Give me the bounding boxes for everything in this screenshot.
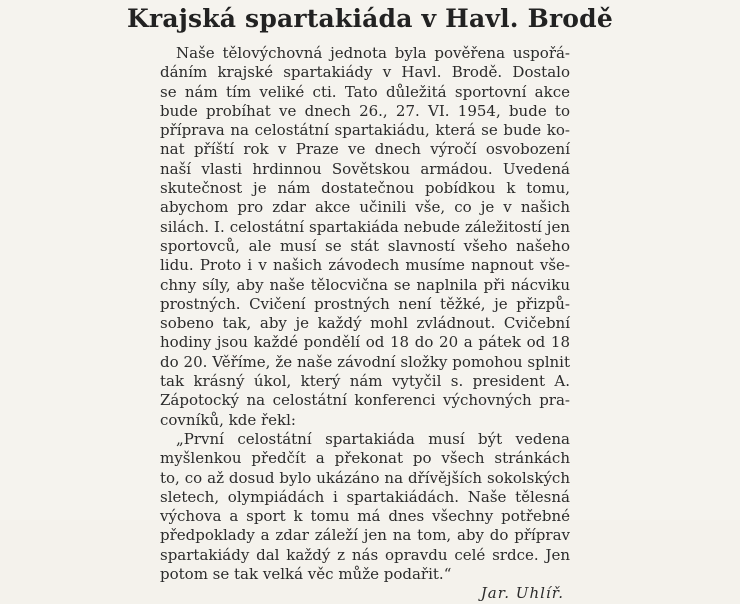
article-line: do 20. Věříme, že naše závodní složky pomohou splnit [160,352,570,371]
article-line: abychom pro zdar akce učinili vše, co je v našich [160,198,570,217]
article-line: hodiny jsou každé pondělí od 18 do 20 a pátek od 18 [160,333,570,352]
article-line: sportovců, ale musí se stát slavností všeho našeho [160,236,570,255]
article-line: skutečnost je nám dostatečnou pobídkou k tomu, [160,179,570,198]
article-line: Zápotocký na celostátní konferenci výchovných pra- [160,391,570,410]
article-line: nat příští rok v Praze ve dnech výročí osvobození [160,140,570,159]
article-title: Krajská spartakiáda v Havl. Brodě [127,4,613,33]
quote-line: myšlenkou předčít a překonat po všech stránkách [160,449,570,468]
quote-line: „První celostátní spartakiáda musí být vedena [176,429,570,448]
article-line: příprava na celostátní spartakiádu, která se bude ko- [160,121,570,140]
quote-line: potom se tak velká věc může podařit.“ [160,565,452,584]
article-line: covníků, kde řekl: [160,410,296,429]
article-line: naší vlasti hrdinnou Sovětskou armádou. Uvedená [160,159,570,178]
article-line: prostných. Cvičení prostných není těžké, je přizpů- [160,294,570,313]
article-line: lidu. Proto i v našich závodech musíme napnout vše- [160,256,570,275]
article-line: tak krásný úkol, který nám vytyčil s. president A. [160,372,570,391]
author-signature: Jar. Uhlíř. [480,584,564,603]
article-line: bude probíhat ve dnech 26., 27. VI. 1954, bude to [160,101,570,120]
article-line: Naše tělovýchovná jednota byla pověřena uspořá- [176,44,570,62]
quote-line: to, co až dosud bylo ukázáno na dřívějších sokolských [160,468,570,487]
quote-line: výchova a sport k tomu má dnes všechny potřebné [160,507,570,526]
article-line: chny síly, aby naše tělocvična se naplnila při nácviku [160,275,570,294]
quote-line: sletech, olympiádách i spartakiádách. Naše tělesná [160,487,570,506]
article-line: dáním krajské spartakiády v Havl. Brodě. Dostalo [160,63,570,82]
article-line: sobeno tak, aby je každý mohl zvládnout. Cvičební [160,314,570,333]
article-line: silách. I. celostátní spartakiáda nebude záležitostí jen [160,217,570,236]
quote-line: spartakiády dal každý z nás opravdu celé srdce. Jen [160,545,570,564]
quote-line: předpoklady a zdar záleží jen na tom, aby do příprav [160,526,570,545]
article-line: se nám tím veliké cti. Tato důležitá sportovní akce [160,82,570,101]
